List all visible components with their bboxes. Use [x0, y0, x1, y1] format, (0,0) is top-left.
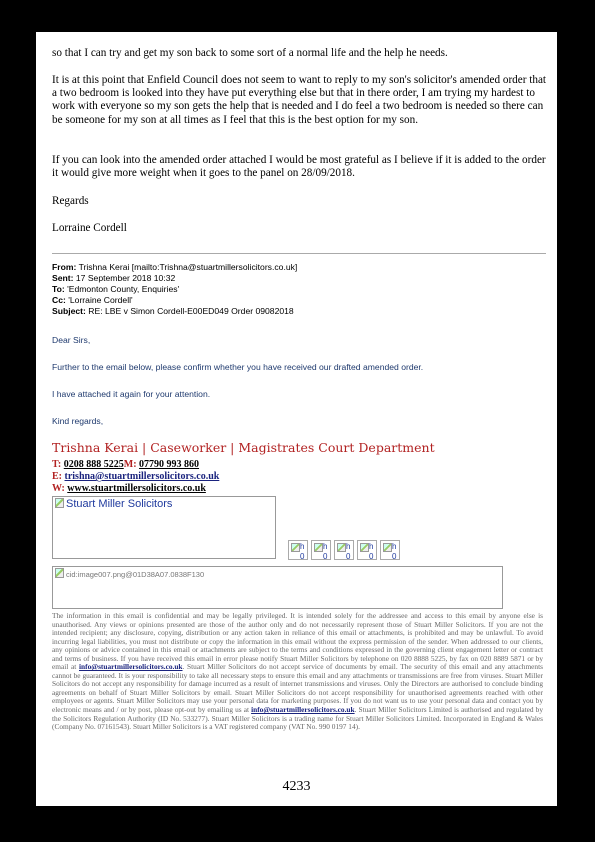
reply-line-1: Further to the email below, please confirm whether you have received our drafted amended order. — [52, 362, 424, 372]
phone-number[interactable]: 0208 888 5225 — [63, 459, 124, 470]
to-value: 'Edmonton County, Enquiries' — [67, 284, 180, 294]
logo-alt-text: Stuart Miller Solicitors — [66, 498, 173, 510]
broken-image-icon — [360, 543, 369, 552]
banner-alt-text: cid:image007.png@01D38A07.0838F130 — [66, 570, 205, 579]
from-value: Trishna Kerai [mailto:Trishna@stuartmillersolicitors.co.uk] — [78, 262, 298, 272]
header-from — [52, 262, 297, 273]
social-icon-4[interactable] — [357, 540, 377, 560]
reply-line-2: I have attached it again for your attention. — [52, 389, 211, 399]
to-label: To: — [52, 284, 65, 294]
sent-label: Sent: — [52, 273, 74, 283]
cc-label: Cc: — [52, 295, 66, 305]
broken-image-icon — [337, 543, 346, 552]
disclaimer-text-a: The information in this email is confidential and may be legally privileged. It is intended solely for the addressee and access to this email by anyone else is unauthorised. Any views or opinions presented are those of the author only and do not necessarily represent those of Stuart Miller Solicitors. If you are not the intended recipient; any disclosure, copying, distribution or any action taken in reliance of this email or attachments, is prohibited and may be unlawful. To avoid incurring legal liabilities, you must not distribute or copy the information in this email without the express permission of the sender. When addressed to our clients, any opinions or advice contained in this email or attachments are subject to the terms and conditions expressed in the governing client engagement letter or contract and terms of business. If you have received this email in error please notify Stuart Miller Solicitors by telephone on 020 8888 5225, by fax on 020 8889 5871 or by email at — [52, 611, 543, 672]
social-alt-1b: 0 — [300, 552, 305, 560]
social-alt-1: h — [300, 542, 305, 551]
company-logo-image[interactable] — [52, 496, 276, 559]
header-sent — [52, 273, 175, 284]
author-name: Lorraine Cordell — [52, 222, 127, 234]
social-icon-3[interactable] — [334, 540, 354, 560]
signature-name-title: Trishna Kerai | Caseworker | Magistrates Court Department — [52, 440, 435, 455]
logo-alt-text-wrap — [55, 498, 172, 510]
disclaimer-text-c: . Stuart Miller Solicitors Limited is authorised and regulated by the Solicitors Regulation Authority (ID No. 533277). Stuart Miller Solicitors is a trading name for Stuart Miller Solicitors Limited. Incorporated in England & Wales (Company No. 07161543). Stuart Miller Solicitors is a VAT registered company (VAT No. 990 0197 14). — [52, 705, 543, 732]
banner-alt-text-wrap — [55, 568, 204, 579]
disclaimer-text-b: . Stuart Miller Solicitors do not accept service of documents by email. The security of this email and any attachments cannot be guaranteed. It is your responsibility to take all necessary steps to ensure this email and any attachments or transmissions are free from viruses. Stuart Miller Solicitors do not accept any responsibility for damage incurred as a result of internet transmissions and viruses. Only the Directors are authorised to conclude binding agreements on behalf of Stuart Miller Solicitors by email. Stuart Miller Solicitors do not accept responsibility for unauthorised agreements reached with other employees or agents. Stuart Miller Solicitors may use your personal data for marketing purposes. If you do not want us to use your personal data and contact you by electronic means and / or by post, please opt-out by emailing us at — [52, 662, 543, 715]
social-alt-4b: 0 — [369, 552, 374, 560]
separator-line — [52, 253, 546, 254]
broken-image-icon — [55, 498, 64, 508]
signature-email-line — [52, 471, 219, 483]
reply-closing: Kind regards, — [52, 416, 104, 426]
social-icon-1[interactable] — [288, 540, 308, 560]
regards-line: Regards — [52, 195, 89, 207]
social-alt-2: h — [323, 542, 328, 551]
page-number: 4233 — [282, 779, 311, 794]
from-label: From: — [52, 262, 77, 272]
social-alt-5: h — [392, 542, 397, 551]
subject-label: Subject: — [52, 306, 86, 316]
header-cc — [52, 295, 133, 306]
document-page — [36, 32, 557, 806]
broken-image-icon — [314, 543, 323, 552]
signature-phone-line — [52, 459, 199, 471]
legal-disclaimer — [52, 612, 543, 732]
email-link[interactable]: trishna@stuartmillersolicitors.co.uk — [64, 471, 220, 482]
reply-greeting: Dear Sirs, — [52, 335, 91, 345]
body-paragraph-3: If you can look into the amended order attached I would be most grateful as I believe if it is added to the order it would give more weight when it goes to the panel on 28/09/2018. — [52, 154, 546, 180]
social-icon-2[interactable] — [311, 540, 331, 560]
website-link[interactable]: www.stuartmillersolicitors.co.uk — [67, 483, 206, 494]
phone-label: T: — [52, 459, 62, 470]
broken-image-icon — [383, 543, 392, 552]
header-to — [52, 284, 179, 295]
social-icon-5[interactable] — [380, 540, 400, 560]
sent-value: 17 September 2018 10:32 — [75, 273, 176, 283]
cc-value: 'Lorraine Cordell' — [68, 295, 133, 305]
body-paragraph-1: so that I can try and get my son back to some sort of a normal life and the help he needs. — [52, 47, 448, 59]
disclaimer-email-link-1[interactable]: info@stuartmillersolicitors.co.uk — [79, 662, 183, 672]
mobile-number[interactable]: 07790 993 860 — [139, 459, 200, 470]
banner-image[interactable] — [52, 566, 503, 609]
body-paragraph-2: It is at this point that Enfield Council does not seem to want to reply to my son's solicitor's amended order that a two bedroom is looked into they have put everything else but that in there order, I am trying my hardest to work with everyone so my son gets the help that is needed and I do feel a two bedroom is needed so there can be someone for my son at all times as I feel that this is the best option for my son. — [52, 74, 547, 126]
broken-image-icon — [291, 543, 300, 552]
social-alt-3b: 0 — [346, 552, 351, 560]
header-subject — [52, 306, 294, 317]
social-alt-5b: 0 — [392, 552, 397, 560]
social-alt-4: h — [369, 542, 374, 551]
social-alt-2b: 0 — [323, 552, 328, 560]
subject-value: RE: LBE v Simon Cordell-E00ED049 Order 09082018 — [88, 306, 294, 316]
signature-web-line — [52, 483, 206, 495]
mobile-label: M: — [123, 459, 137, 470]
email-label: E: — [52, 471, 62, 482]
broken-image-icon — [55, 568, 64, 578]
web-label: W: — [52, 483, 65, 494]
disclaimer-email-link-2[interactable]: info@stuartmillersolicitors.co.uk — [251, 705, 355, 715]
social-alt-3: h — [346, 542, 351, 551]
